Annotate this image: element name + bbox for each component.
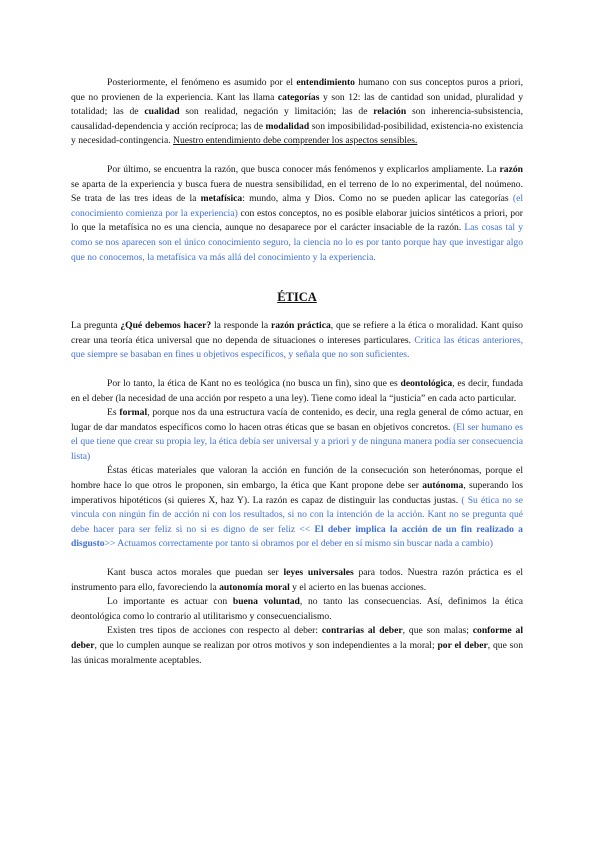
bold-term-modalidad: modalidad — [265, 120, 310, 132]
text-run: Posteriormente, el fenómeno es asumido por el — [107, 77, 297, 88]
blue-note: Las cosas tal y como se nos aparecen son el único conocimiento seguro, la ciencia no lo es por tanto porque hay que investigar algo que no conocemos, la metafísica va más allá del conocimiento y la experiencia. — [71, 222, 523, 263]
bold-term-categorias: categorías — [277, 91, 320, 103]
bold-term-autonomia-moral: autonomía moral — [219, 581, 290, 593]
text-run: son imposibilidad-posibilidad, existencia-no existencia y necesidad-contingencia. — [71, 120, 523, 147]
text-run: la responde la — [211, 320, 271, 332]
text-run: Es — [107, 407, 120, 419]
underlined-conclusion: Nuestro entendimiento debe comprender los aspectos sensibles. — [173, 135, 418, 147]
text-run: son inherencia-subsistencia, causalidad-dependencia y acción recíproca; las de — [71, 106, 524, 132]
text-run: Éstas éticas materiales que valoran la acción en función de la consecución son heterónomas, porque el hombre hace lo que otros le proponen, sin embargo, la ética que Kant propone debe ser — [71, 465, 523, 492]
blue-bold-quote: El deber implica la acción de un fin realizado a disgusto — [71, 523, 523, 550]
text-run: Kant busca actos morales que puedan ser — [107, 567, 284, 579]
text-run: , no tanto las consecuencias. Así, definimos la ética deontológica como lo contrario al utilitarismo y consecuencialismo. — [71, 596, 523, 622]
text-run: humano con sus conceptos puros a priori, que no provienen de la experiencia. Kant las llama — [71, 77, 523, 103]
paragraph-autonoma — [71, 464, 523, 552]
bold-term-relacion: relación — [373, 106, 407, 118]
blue-note: ( Su ética no se vincula con ningún fin de acción ni con los resultados, si no con la intención de la acción. Kant no se pregunta qué debe hacer para ser feliz si no si es digno de ser feliz << — [71, 494, 523, 535]
blue-note: Critica las éticas anteriores, que siempre se basaban en fines u objetivos específicos, y señala que no son suficientes. — [71, 334, 523, 361]
bold-term-formal: formal — [119, 407, 148, 419]
text-run: Por último, se encuentra la razón, que busca conocer más fenómenos y explicarlos ampliamente. La — [107, 163, 500, 175]
text-run: Por lo tanto, la ética de Kant no es teológica (no busca un fin), sino que es — [107, 377, 401, 389]
blue-note: (El ser humano es el que tiene que crear su propia ley, la ética debía ser universal y a priori y de ninguna manera podía ser consecuencia lista) — [71, 421, 523, 462]
text-run: y el acierto en las buenas acciones. — [289, 581, 427, 593]
document-page — [71, 76, 523, 668]
bold-question: ¿Qué debemos hacer? — [120, 320, 212, 332]
bold-term-por-el-deber: por el deber — [437, 640, 488, 651]
text-run: , es decir, fundada en el deber (la necesidad de una acción por respeto a una ley). Tiene como ideal la “justicia” en cada acto particular. — [71, 377, 524, 404]
text-run: , porque nos da una estructura vacía de contenido, es decir, una regla general de cómo actuar, en lugar de dar mandatos específicos como lo hacen otras éticas que se basan en objetivos concretos. — [71, 407, 523, 433]
bold-term-cualidad: cualidad — [144, 106, 180, 118]
bold-term-contrarias: contrarias al deber — [321, 625, 403, 637]
bold-term-razon-practica: razón práctica — [270, 320, 331, 332]
text-run: para todos. Nuestra razón práctica es el instrumento para ello, favoreciendo la — [71, 567, 523, 593]
blue-note: (el conocimiento comienza por la experiencia) — [71, 193, 523, 219]
text-run: , superando los imperativos hipotéticos (si quieres X, haz Y). La razón es capaz de distinguir las conductas justas. — [71, 480, 523, 506]
paragraph-tipos-acciones — [71, 624, 523, 668]
text-run: Existen tres tipos de acciones con respecto al deber: — [107, 625, 322, 637]
section-title-etica: ÉTICA — [277, 290, 317, 305]
text-run: son realidad, negación y limitación; las de — [179, 106, 374, 118]
paragraph-entendimiento — [71, 76, 523, 149]
bold-term-buena-voluntad: buena voluntad — [232, 596, 300, 608]
text-run: , que son malas; — [402, 625, 473, 637]
bold-term-conforme: conforme al deber — [71, 625, 523, 651]
bold-term-deontologica: deontológica — [400, 377, 453, 389]
blue-note: >> Actuamos correctamente por tanto si obramos por el deber en sí mismo sin buscar nada a cambio) — [104, 538, 493, 550]
text-run: se aparta de la experiencia y busca fuera de nuestra sensibilidad, en el terreno de lo no experimental, del noúmeno. Se trata de las tres ideas de la — [71, 178, 523, 205]
text-run: Lo importante es actuar con — [107, 596, 233, 608]
text-run: , que lo cumplen aunque se realizan por otros motivos y son independientes a la moral; — [94, 640, 438, 651]
text-run: : mundo, alma y Dios. Como no se pueden aplicar las categorías — [242, 193, 513, 205]
paragraph-deontologica — [71, 377, 523, 406]
text-run: con estos conceptos, no es posible elaborar juicios sintéticos a priori, por lo que la metafísica no es una ciencia, aunque no desaparece por el carácter insaciable de la razón. — [71, 207, 523, 234]
paragraph-razon — [71, 163, 523, 265]
text-run: , que son las únicas moralmente aceptables. — [71, 640, 523, 666]
text-run: y son 12: las de cantidad son unidad, pluralidad y totalidad; las de — [71, 91, 523, 118]
paragraph-formal — [71, 406, 523, 464]
paragraph-pregunta — [71, 319, 523, 363]
bold-term-autonoma: autónoma — [422, 480, 464, 492]
bold-term-entendimiento: entendimiento — [296, 77, 355, 88]
bold-term-metafisica: metafísica — [200, 193, 243, 205]
bold-term-leyes-universales: leyes universales — [283, 567, 354, 579]
bold-term-razon: razón — [499, 163, 523, 175]
text-run: La pregunta — [71, 320, 121, 332]
text-run: , que se refiere a la ética o moralidad. Kant quiso crear una teoría ética universal que no dependa de situaciones o intereses particulares. — [71, 320, 523, 346]
paragraph-leyes-universales — [71, 566, 523, 595]
paragraph-buena-voluntad — [71, 595, 523, 624]
